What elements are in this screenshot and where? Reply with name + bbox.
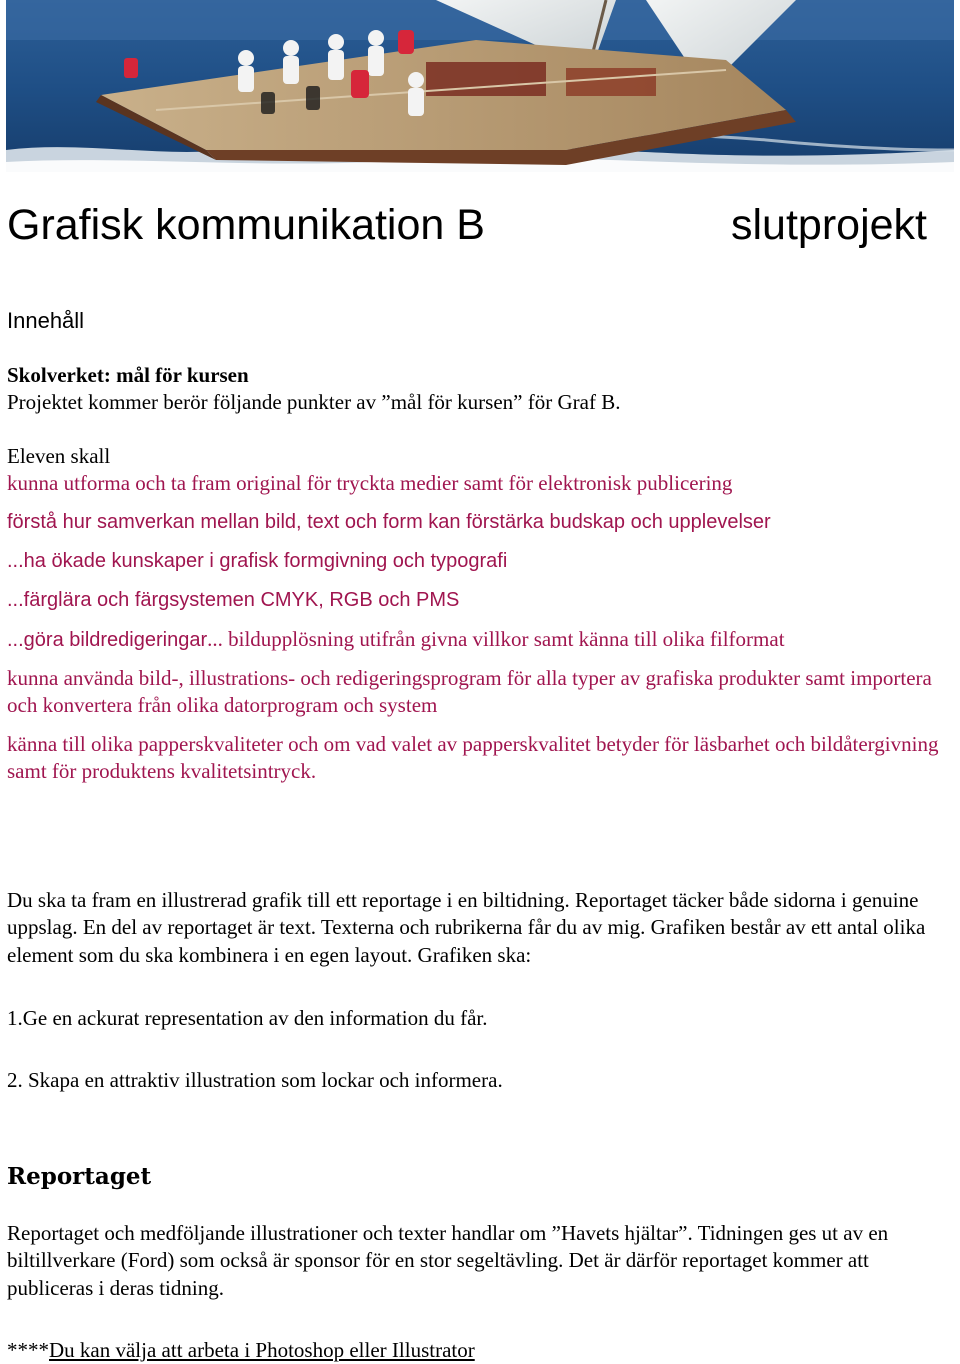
goals-heading: Skolverket: mål för kursen [7, 363, 249, 387]
student-shall-label: Eleven skall [7, 444, 111, 468]
assignment-point-1: 1.Ge en ackurat representation av den information du får. [7, 1006, 488, 1030]
goal-item: ...ha ökade kunskaper i grafisk formgivning och typografi [7, 550, 508, 572]
goal-item: känna till olika papperskvaliteter och om vad valet av papperskvalitet betyder för läsbarhet och bildåtergivning samt för produktens kvalitetsintryck. [7, 732, 939, 784]
goal-item: kunna utforma och ta fram original för tryckta medier samt för elektronisk publicering [7, 471, 733, 495]
page-subtitle: slutprojekt [731, 201, 927, 249]
reportage-text: Reportaget och medföljande illustrationer och texter handlar om ”Havets hjältar”. Tidningen ges ut av en biltillverkare (Ford) som också är sponsor för en stor segeltävling. Det är därför reportaget kommer att publiceras i deras tidning. [7, 1221, 889, 1300]
goal-item-edit-part1: ...göra bildredigeringar [7, 629, 208, 651]
assignment-point-2: 2. Skapa en attraktiv illustration som lockar och informera. [7, 1068, 503, 1092]
goal-item: förstå hur samverkan mellan bild, text och form kan förstärka budskap och upplevelser [7, 511, 771, 533]
hero-sailing-photo [6, 0, 954, 172]
goal-item-edit-part2: ... bildupplösning utifrån givna villkor samt känna till olika filformat [207, 627, 785, 651]
goal-item: ...färglära och färgsystemen CMYK, RGB och PMS [7, 589, 460, 611]
goals-intro: Projektet kommer berör följande punkter av ”mål för kursen” för Graf B. [7, 390, 621, 414]
assignment-text: Du ska ta fram en illustrerad grafik till ett reportage i en biltidning. Reportaget täcker både sidorna i genuine uppslag. En del av reportaget är text. Texterna och rubrikerna får du av mig. Grafiken består av ett antal olika element som du ska kombinera i en egen layout. Grafiken ska: [7, 888, 926, 967]
contents-label: Innehåll [7, 308, 85, 333]
tool-note-link[interactable]: Du kan välja att arbeta i Photoshop eller Illustrator [49, 1338, 475, 1362]
tool-note-prefix: **** [7, 1338, 49, 1362]
goal-item-edit [7, 626, 953, 654]
tool-note [7, 1337, 475, 1364]
goal-item: kunna använda bild-, illustrations- och redigeringsprogram för alla typer av grafiska produkter samt importera och konvertera från olika datorprogram och system [7, 666, 932, 718]
reportage-heading: Reportaget [7, 1163, 152, 1190]
page-title: Grafisk kommunikation B [7, 201, 485, 249]
